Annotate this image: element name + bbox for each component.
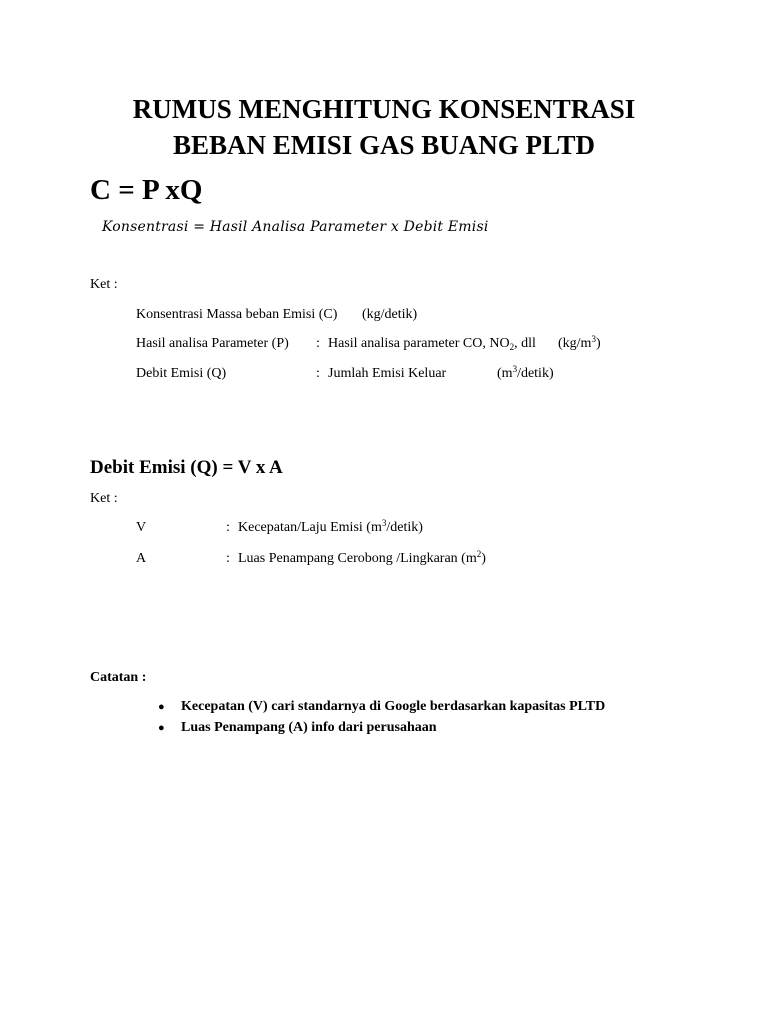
ket-row-term: A bbox=[136, 551, 147, 566]
ket-label: Ket : bbox=[90, 491, 118, 506]
page-title-line-1: RUMUS MENGHITUNG KONSENTRASI bbox=[132, 94, 636, 124]
ket-row-term: Konsentrasi Massa beban Emisi (C) bbox=[136, 307, 338, 322]
ket-row-term: V bbox=[136, 520, 147, 535]
formula-c-equals-pq: C = P xQ bbox=[90, 174, 203, 206]
ket-row-unit: $(kg/m^3)$ bbox=[558, 334, 601, 351]
bullet-icon: ● bbox=[158, 722, 165, 734]
formula-debit-emisi: Debit Emisi (Q) = V x A bbox=[90, 457, 283, 478]
ket-row-unit: $(m^3/detik)$ bbox=[497, 364, 554, 381]
ket-row-separator: : bbox=[226, 551, 230, 566]
catatan-label: Catatan : bbox=[90, 670, 147, 685]
ket-row-term: Hasil analisa Parameter (P) bbox=[136, 336, 289, 351]
ket-row-description: Hasil analisa parameter CO, $NO_2$, dll bbox=[328, 336, 536, 352]
ket-row-description: Luas Penampang Cerobong /Lingkaran $(m^2)$ bbox=[238, 549, 486, 566]
ket-row-description: Kecepatan/Laju Emisi $(m^3/detik)$ bbox=[238, 518, 423, 535]
list-item: Kecepatan (V) cari standarnya di Google berdasarkan kapasitas PLTD bbox=[181, 699, 606, 714]
list-item: Luas Penampang (A) info dari perusahaan bbox=[181, 720, 437, 735]
ket-row-separator: : bbox=[226, 520, 230, 535]
ket-row-description: Jumlah Emisi Keluar bbox=[328, 366, 447, 381]
ket-row-separator: : bbox=[316, 366, 320, 381]
ket-row-unit: (kg/detik) bbox=[362, 307, 418, 322]
formula-expansion: Konsentrasi = Hasil Analisa Parameter x Debit Emisi bbox=[102, 219, 489, 235]
ket-row-separator: : bbox=[316, 336, 320, 351]
bullet-icon: ● bbox=[158, 701, 165, 713]
ket-label: Ket : bbox=[90, 277, 118, 292]
page-title-line-2: BEBAN EMISI GAS BUANG PLTD bbox=[172, 130, 596, 160]
ket-row-term: Debit Emisi (Q) bbox=[136, 366, 227, 381]
